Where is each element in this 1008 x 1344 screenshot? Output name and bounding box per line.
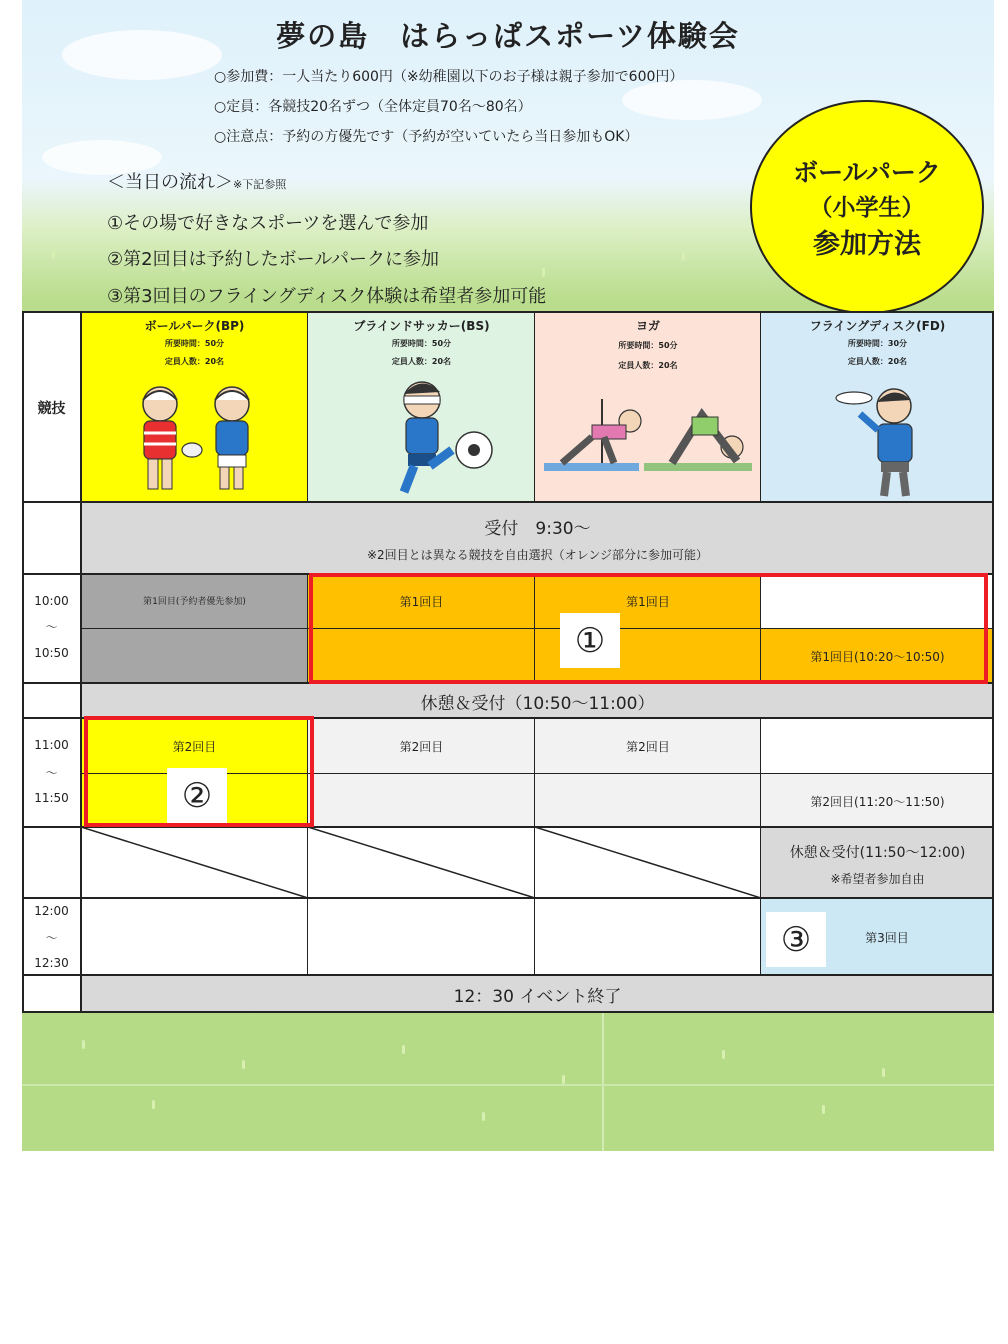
slot1-bp-label: 第1回目(予約者優先参加) — [143, 597, 246, 607]
slot3-time-start: 12:00 — [34, 904, 69, 918]
badge-line-2: （小学生） — [809, 195, 925, 221]
slot2-fd-label: 第2回目(11:20～11:50) — [810, 795, 945, 809]
rugby-players-icon — [122, 378, 272, 498]
slot3-fd-label: 第3回目 — [865, 931, 909, 945]
flying-disc-icon — [832, 378, 942, 498]
method-badge — [750, 100, 984, 314]
flow-step-3: ③第3回目のフライングディスク体験は希望者参加可能 — [107, 286, 547, 307]
slot1-bs-label: 第1回目 — [399, 595, 444, 609]
grass-decoration — [722, 1050, 725, 1059]
badge-line-1: ボールパーク — [793, 158, 941, 187]
slot2-time-start: 11:00 — [34, 738, 69, 752]
break2-label: 休憩＆受付(11:50～12:00) — [789, 845, 966, 861]
grid-line — [534, 718, 535, 975]
marker-2: ② — [167, 768, 227, 823]
grass-decoration — [242, 1060, 245, 1069]
grass-decoration — [482, 1112, 485, 1121]
grass-decoration — [562, 1075, 565, 1084]
slot2-time-end: 11:50 — [34, 791, 69, 805]
info-notice: ○注意点：予約の方優先です（予約が空いていたら当日参加もOK） — [214, 129, 639, 145]
sport-cap-yoga: 定員人数：20名 — [618, 361, 678, 370]
grass-decoration — [52, 250, 55, 259]
grass-decoration — [882, 1068, 885, 1077]
slot1-bp-bottom — [81, 628, 308, 683]
grid-line — [22, 1011, 994, 1013]
slot1-yoga-label: 第1回目 — [626, 595, 670, 609]
sport-time-yoga: 所要時間：50分 — [618, 341, 678, 350]
cloud-decoration — [622, 80, 762, 120]
grass-decoration — [402, 1045, 405, 1054]
page-title: 夢の島 はらっぱスポーツ体験会 — [276, 19, 740, 53]
slot1-time-end: 10:50 — [34, 646, 69, 660]
diagonal-slashes — [81, 827, 761, 898]
soccer-player-icon — [382, 372, 502, 498]
poster — [22, 0, 994, 1151]
grid-line — [22, 974, 994, 976]
slot1-fd-label: 第1回目(10:20～10:50) — [810, 650, 945, 664]
slot2-tilde: ～ — [45, 766, 58, 780]
sport-name-bp: ボールパーク(BP) — [144, 319, 245, 333]
info-capacity: ○定員：各競技20名ずつ（全体定員70名～80名） — [214, 99, 532, 115]
flow-step-1: ①その場で好きなスポーツを選んで参加 — [107, 213, 429, 234]
grass-decoration — [822, 1105, 825, 1114]
grass-decoration — [82, 1040, 85, 1049]
field-line — [602, 1010, 604, 1151]
field-line — [22, 1084, 994, 1086]
sport-time-bp: 所要時間：50分 — [164, 339, 225, 348]
flow-step-2: ②第2回目は予約したボールパークに参加 — [107, 249, 439, 270]
slot1-time-start: 10:00 — [34, 594, 69, 608]
sport-cap-bs: 定員人数：20名 — [391, 357, 452, 366]
flow-note: ※下記参照 — [233, 178, 287, 191]
marker-1: ① — [560, 613, 620, 668]
badge-line-3: 参加方法 — [813, 229, 921, 260]
yoga-icon — [542, 395, 757, 480]
sport-time-bs: 所要時間：50分 — [391, 339, 452, 348]
slot3-tilde: ～ — [45, 931, 58, 945]
sport-row-label: 競技 — [37, 401, 66, 417]
grass-decoration — [682, 252, 685, 261]
slot2-yoga-label: 第2回目 — [626, 740, 670, 754]
slot2-bp-label: 第2回目 — [172, 740, 217, 754]
grid-line — [22, 897, 994, 899]
sport-cap-fd: 定員人数：20名 — [847, 357, 908, 366]
sport-time-fd: 所要時間：30分 — [847, 339, 908, 348]
break1-label: 休憩＆受付（10:50～11:00） — [420, 694, 655, 714]
reception-label: 受付 9:30～ — [484, 519, 591, 539]
highlight-step-1 — [309, 573, 988, 684]
grid-line — [22, 501, 994, 503]
break2-cell — [761, 827, 994, 898]
grass-decoration — [542, 268, 545, 277]
end-label: 12：30 イベント終了 — [453, 987, 622, 1007]
reception-note: ※2回目とは異なる競技を自由選択（オレンジ部分に参加可能） — [366, 548, 709, 562]
break2-note: ※希望者参加自由 — [830, 872, 925, 886]
grid-line — [307, 574, 308, 683]
sport-cap-bp: 定員人数：20名 — [164, 357, 225, 366]
marker-3: ③ — [766, 912, 826, 967]
info-fee: ○参加費：一人当たり600円（※幼稚園以下のお子様は親子参加で600円） — [214, 69, 684, 85]
grid-line — [22, 311, 994, 313]
grass-decoration — [152, 1100, 155, 1109]
sport-name-bs: ブラインドサッカー(BS) — [353, 319, 490, 333]
sport-name-fd: フライングディスク(FD) — [809, 319, 946, 333]
flow-heading-text: ＜当日の流れ＞ — [107, 172, 233, 193]
slot1-tilde: ～ — [45, 620, 58, 634]
slot3-time-end: 12:30 — [34, 956, 69, 970]
slot2-bs-label: 第2回目 — [399, 740, 444, 754]
sport-name-yoga: ヨガ — [635, 319, 660, 333]
flow-heading — [107, 168, 286, 194]
